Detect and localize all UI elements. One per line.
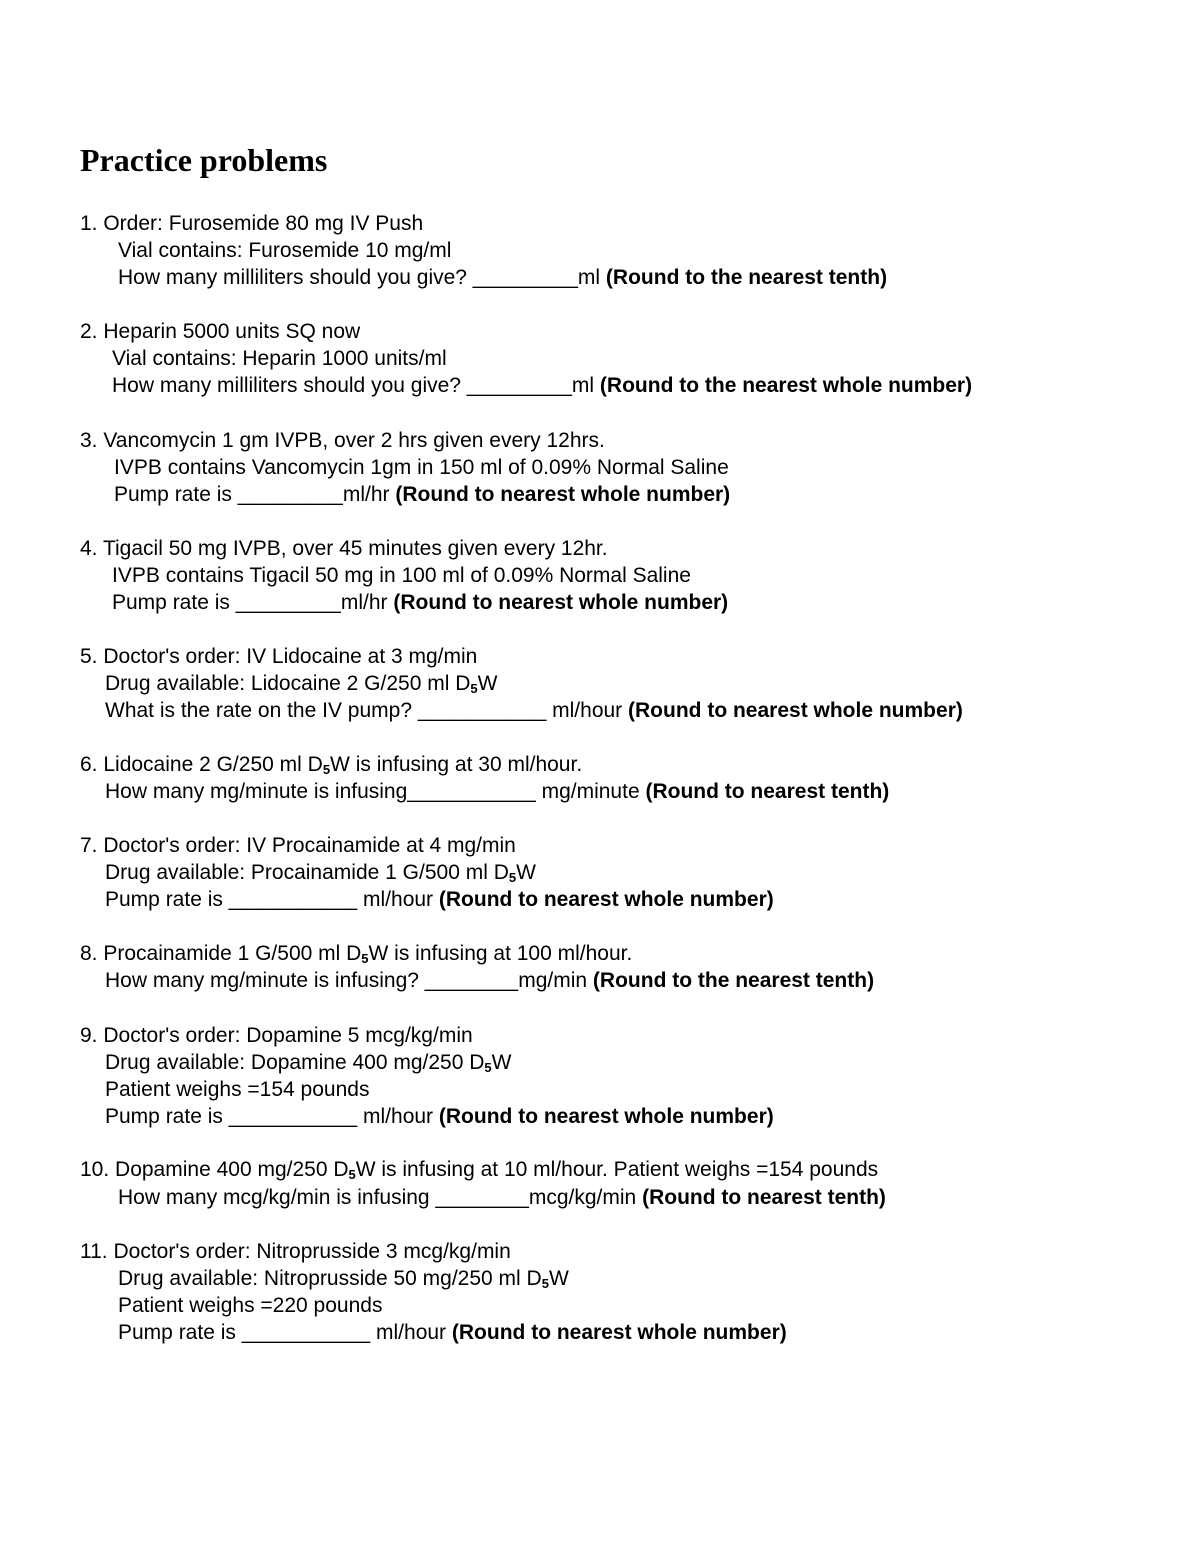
problem-line: [118, 1319, 787, 1346]
line-text-continued: W: [548, 1267, 569, 1290]
page-title: Practice problems: [80, 142, 328, 178]
line-text: How many mg/minute is infusing? ________mg/min: [105, 969, 593, 992]
problem-line: [118, 237, 451, 264]
line-text: How many milliliters should you give? _________ml: [112, 374, 600, 397]
rounding-instruction: (Round to nearest tenth): [645, 780, 890, 803]
line-text: Vial contains: Heparin 1000 units/ml: [112, 347, 447, 370]
subscript: 5: [348, 1167, 356, 1182]
subscript: 5: [508, 870, 517, 885]
subscript: 5: [322, 762, 331, 777]
line-text: Drug available: Nitroprusside 50 mg/250 ml D: [118, 1267, 542, 1290]
line-text: 8. Procainamide 1 G/500 ml D: [80, 942, 362, 965]
rounding-instruction: (Round to the nearest tenth): [592, 969, 875, 992]
line-text: 6. Lidocaine 2 G/250 ml D: [80, 753, 323, 776]
problem-line: [105, 886, 774, 913]
problem-line: [80, 210, 423, 237]
problem-line: [118, 264, 887, 291]
problem-line: [112, 345, 447, 372]
problem-line: [80, 1022, 473, 1049]
line-text: Drug available: Lidocaine 2 G/250 ml D: [105, 672, 471, 695]
problem-line: [112, 562, 691, 589]
rounding-instruction: (Round to nearest whole number): [438, 1105, 774, 1128]
line-text: How many mcg/kg/min is infusing ________mcg/kg/min: [118, 1186, 643, 1209]
line-text: Pump rate is ___________ ml/hour: [105, 888, 439, 911]
line-text: Patient weighs =154 pounds: [105, 1078, 370, 1101]
rounding-instruction: (Round to the nearest whole number): [599, 374, 973, 397]
line-text-continued: W is infusing at 100 ml/hour.: [368, 942, 633, 965]
line-text: 1. Order: Furosemide 80 mg IV Push: [80, 212, 424, 235]
rounding-instruction: (Round to the nearest tenth): [605, 266, 888, 289]
problem-line: [112, 372, 972, 399]
line-text: 10. Dopamine 400 mg/250 D: [80, 1158, 349, 1181]
line-text: Patient weighs =220 pounds: [118, 1294, 383, 1317]
line-text: IVPB contains Tigacil 50 mg in 100 ml of 0.09% Normal Saline: [112, 564, 691, 587]
problem-line: [118, 1292, 382, 1319]
line-text: IVPB contains Vancomycin 1gm in 150 ml of 0.09% Normal Saline: [114, 456, 729, 479]
problem-line: [105, 1076, 369, 1103]
problem-line: [105, 697, 963, 724]
line-text: Drug available: Dopamine 400 mg/250 D: [105, 1051, 485, 1074]
line-text: 4. Tigacil 50 mg IVPB, over 45 minutes given every 12hr.: [80, 537, 608, 560]
problem-line: [80, 1238, 511, 1265]
subscript: 5: [484, 1060, 492, 1075]
problem-line: [105, 778, 889, 805]
line-text: Pump rate is ___________ ml/hour: [118, 1321, 452, 1344]
problem-line: [80, 318, 360, 345]
line-text: 11. Doctor's order: Nitroprusside 3 mcg/kg/min: [80, 1240, 511, 1263]
line-text-continued: W: [477, 672, 498, 695]
line-text: How many milliliters should you give? _________ml: [118, 266, 606, 289]
rounding-instruction: (Round to nearest whole number): [438, 888, 774, 911]
problem-line: [114, 454, 729, 481]
line-text: Vial contains: Furosemide 10 mg/ml: [118, 239, 452, 262]
problem-line: [80, 643, 477, 670]
line-text: 9. Doctor's order: Dopamine 5 mcg/kg/min: [80, 1024, 473, 1047]
line-text-continued: W: [491, 1051, 512, 1074]
line-text-continued: W is infusing at 10 ml/hour. Patient weighs =154 pounds: [355, 1158, 879, 1181]
problem-line: [112, 589, 728, 616]
line-text: Pump rate is _________ml/hr: [114, 483, 396, 506]
line-text: What is the rate on the IV pump? ___________ ml/hour: [105, 699, 629, 722]
line-text: 5. Doctor's order: IV Lidocaine at 3 mg/min: [80, 645, 478, 668]
subscript: 5: [470, 681, 478, 696]
rounding-instruction: (Round to nearest whole number): [395, 483, 731, 506]
rounding-instruction: (Round to nearest whole number): [451, 1321, 787, 1344]
line-text-continued: W: [516, 861, 536, 884]
line-text-continued: W is infusing at 30 ml/hour.: [330, 753, 583, 776]
line-text: How many mg/minute is infusing___________ mg/minute: [105, 780, 646, 803]
problem-line: [80, 427, 605, 454]
line-text: 3. Vancomycin 1 gm IVPB, over 2 hrs given every 12hrs.: [80, 429, 605, 452]
line-text: Pump rate is ___________ ml/hour: [105, 1105, 439, 1128]
line-text: 2. Heparin 5000 units SQ now: [80, 320, 361, 343]
rounding-instruction: (Round to nearest whole number): [628, 699, 963, 722]
subscript: 5: [541, 1276, 549, 1291]
problem-line: [80, 832, 516, 859]
problem-line: [105, 1103, 774, 1130]
problem-line: [80, 535, 608, 562]
subscript: 5: [361, 951, 369, 966]
line-text: Pump rate is _________ml/hr: [112, 591, 394, 614]
line-text: Drug available: Procainamide 1 G/500 ml D: [105, 861, 509, 884]
problem-line: [114, 481, 730, 508]
rounding-instruction: (Round to nearest whole number): [393, 591, 729, 614]
rounding-instruction: (Round to nearest tenth): [642, 1186, 886, 1209]
problem-line: [105, 967, 874, 994]
line-text: 7. Doctor's order: IV Procainamide at 4 mg/min: [80, 834, 516, 857]
problem-line: [118, 1184, 886, 1211]
